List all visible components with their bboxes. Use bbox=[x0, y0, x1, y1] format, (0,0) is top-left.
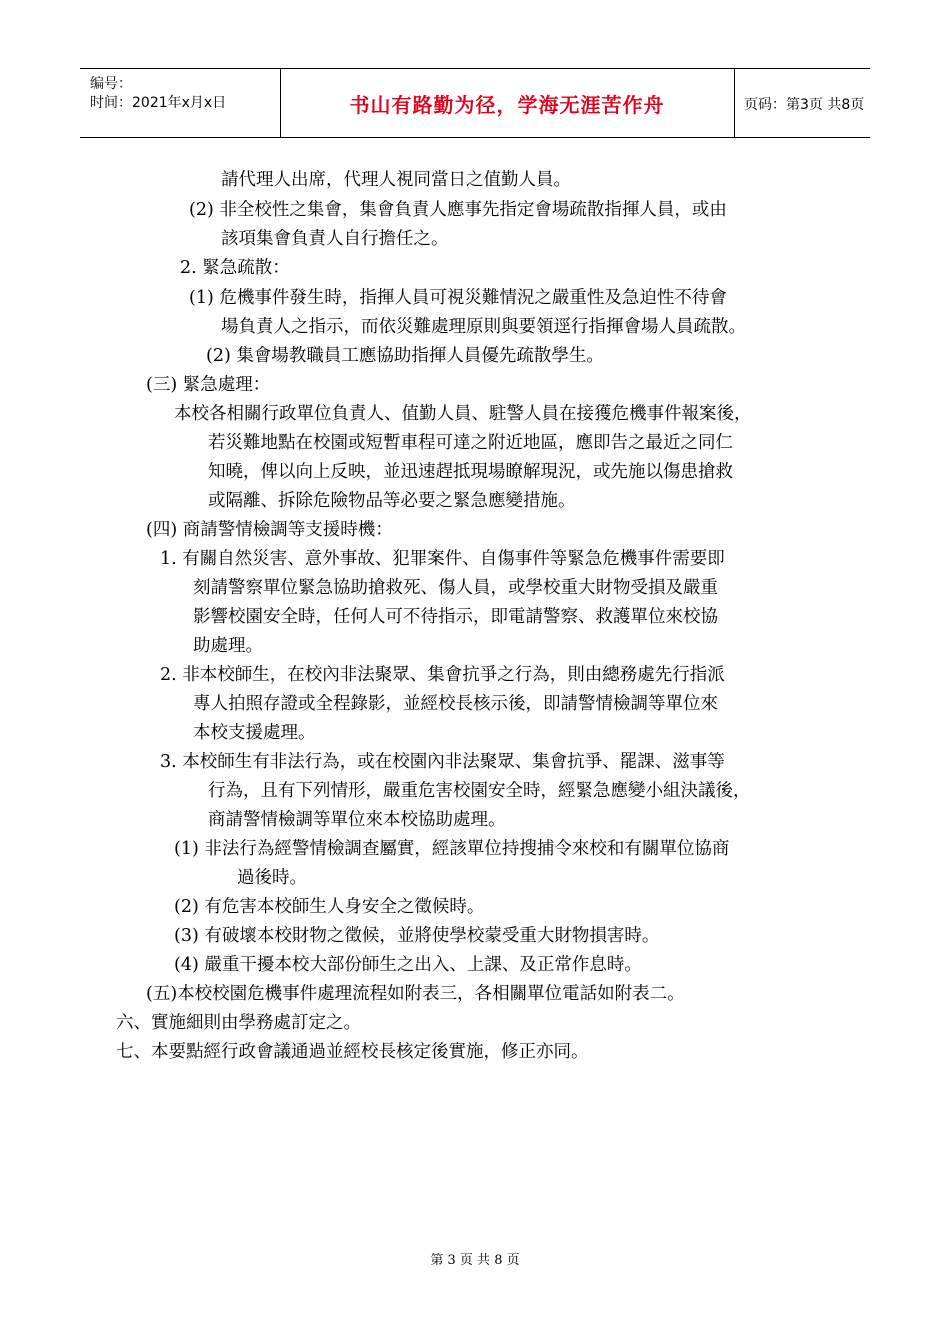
body-line: 行為，且有下列情形，嚴重危害校園安全時，經緊急應變小組決議後， bbox=[208, 781, 751, 801]
body-line: 請代理人出席，代理人視同當日之值勤人員。 bbox=[221, 170, 571, 190]
page-footer: 第 3 页 共 8 页 bbox=[430, 1253, 520, 1268]
document-time-label: 时间：2021年x月x日 bbox=[90, 95, 227, 111]
body-line: (4) 嚴重干擾本校大部份師生之出入、上課、及正常作息時。 bbox=[174, 955, 642, 975]
body-line: (1) 非法行為經警情檢調查屬實，經該單位持搜捕令來校和有關單位協商 bbox=[174, 839, 730, 859]
body-line: (2) 非全校性之集會，集會負責人應事先指定會場疏散指揮人員，或由 bbox=[189, 200, 727, 220]
body-line: 助處理。 bbox=[193, 636, 263, 656]
body-line: 刻請警察單位緊急協助搶救死、傷人員，或學校重大財物受損及嚴重 bbox=[193, 578, 718, 598]
body-line: 2. 非本校師生，在校內非法聚眾、集會抗爭之行為，則由總務處先行指派 bbox=[160, 665, 725, 685]
body-line: 六、實施細則由學務處訂定之。 bbox=[116, 1013, 361, 1033]
body-line: 場負責人之指示，而依災難處理原則與要領逕行指揮會場人員疏散。 bbox=[221, 317, 746, 337]
header-page-cell bbox=[734, 69, 870, 137]
body-line: 3. 本校師生有非法行為，或在校園內非法聚眾、集會抗爭、罷課、滋事等 bbox=[160, 752, 725, 772]
body-line: (2) 集會場教職員工應協助指揮人員優先疏散學生。 bbox=[206, 346, 604, 366]
body-line: 或隔離、拆除危險物品等必要之緊急應變措施。 bbox=[208, 491, 576, 511]
body-line: 過後時。 bbox=[237, 868, 307, 888]
body-line: 該項集會負責人自行擔任之。 bbox=[221, 229, 449, 249]
body-line: 若災難地點在校園或短暫車程可達之附近地區，應即告之最近之同仁 bbox=[208, 433, 733, 453]
body-line: 1. 有關自然災害、意外事故、犯罪案件、自傷事件等緊急危機事件需要即 bbox=[160, 549, 725, 569]
header-motto: 书山有路勤为径，学海无涯苦作舟 bbox=[349, 93, 665, 117]
body-line: (3) 有破壞本校財物之徵候，並將使學校蒙受重大財物損害時。 bbox=[174, 926, 660, 946]
body-line: 商請警情檢調等單位來本校協助處理。 bbox=[208, 810, 506, 830]
body-line: 七、本要點經行政會議通過並經校長核定後實施，修正亦同。 bbox=[116, 1042, 589, 1062]
body-line: 2. 緊急疏散： bbox=[180, 258, 290, 278]
body-line: 專人拍照存證或全程錄影，並經校長核示後，即請警情檢調等單位來 bbox=[193, 694, 718, 714]
body-line: (三) 緊急處理： bbox=[146, 375, 271, 395]
header-motto-cell bbox=[280, 69, 735, 137]
header-page-code: 页码：第3页 共8页 bbox=[744, 97, 865, 113]
body-line: 知曉，俾以向上反映，並迅速趕抵現場瞭解現況，或先施以傷患搶救 bbox=[208, 462, 733, 482]
body-line: 本校支援處理。 bbox=[193, 723, 316, 743]
body-line: (四) 商請警情檢調等支援時機： bbox=[146, 520, 393, 540]
page-header bbox=[80, 68, 870, 138]
body-line: (2) 有危害本校師生人身安全之徵候時。 bbox=[174, 897, 485, 917]
body-line: 影響校園安全時，任何人可不待指示，即電請警察、救護單位來校協 bbox=[193, 607, 718, 627]
body-line: (1) 危機事件發生時，指揮人員可視災難情況之嚴重性及急迫性不待會 bbox=[189, 288, 727, 308]
body-line: 本校各相關行政單位負責人、值勤人員、駐警人員在接獲危機事件報案後， bbox=[174, 404, 752, 424]
body-line: (五)本校校園危機事件處理流程如附表三，各相關單位電話如附表二。 bbox=[146, 984, 685, 1004]
header-info-cell bbox=[80, 69, 281, 137]
document-number-label: 编号： bbox=[90, 76, 132, 92]
